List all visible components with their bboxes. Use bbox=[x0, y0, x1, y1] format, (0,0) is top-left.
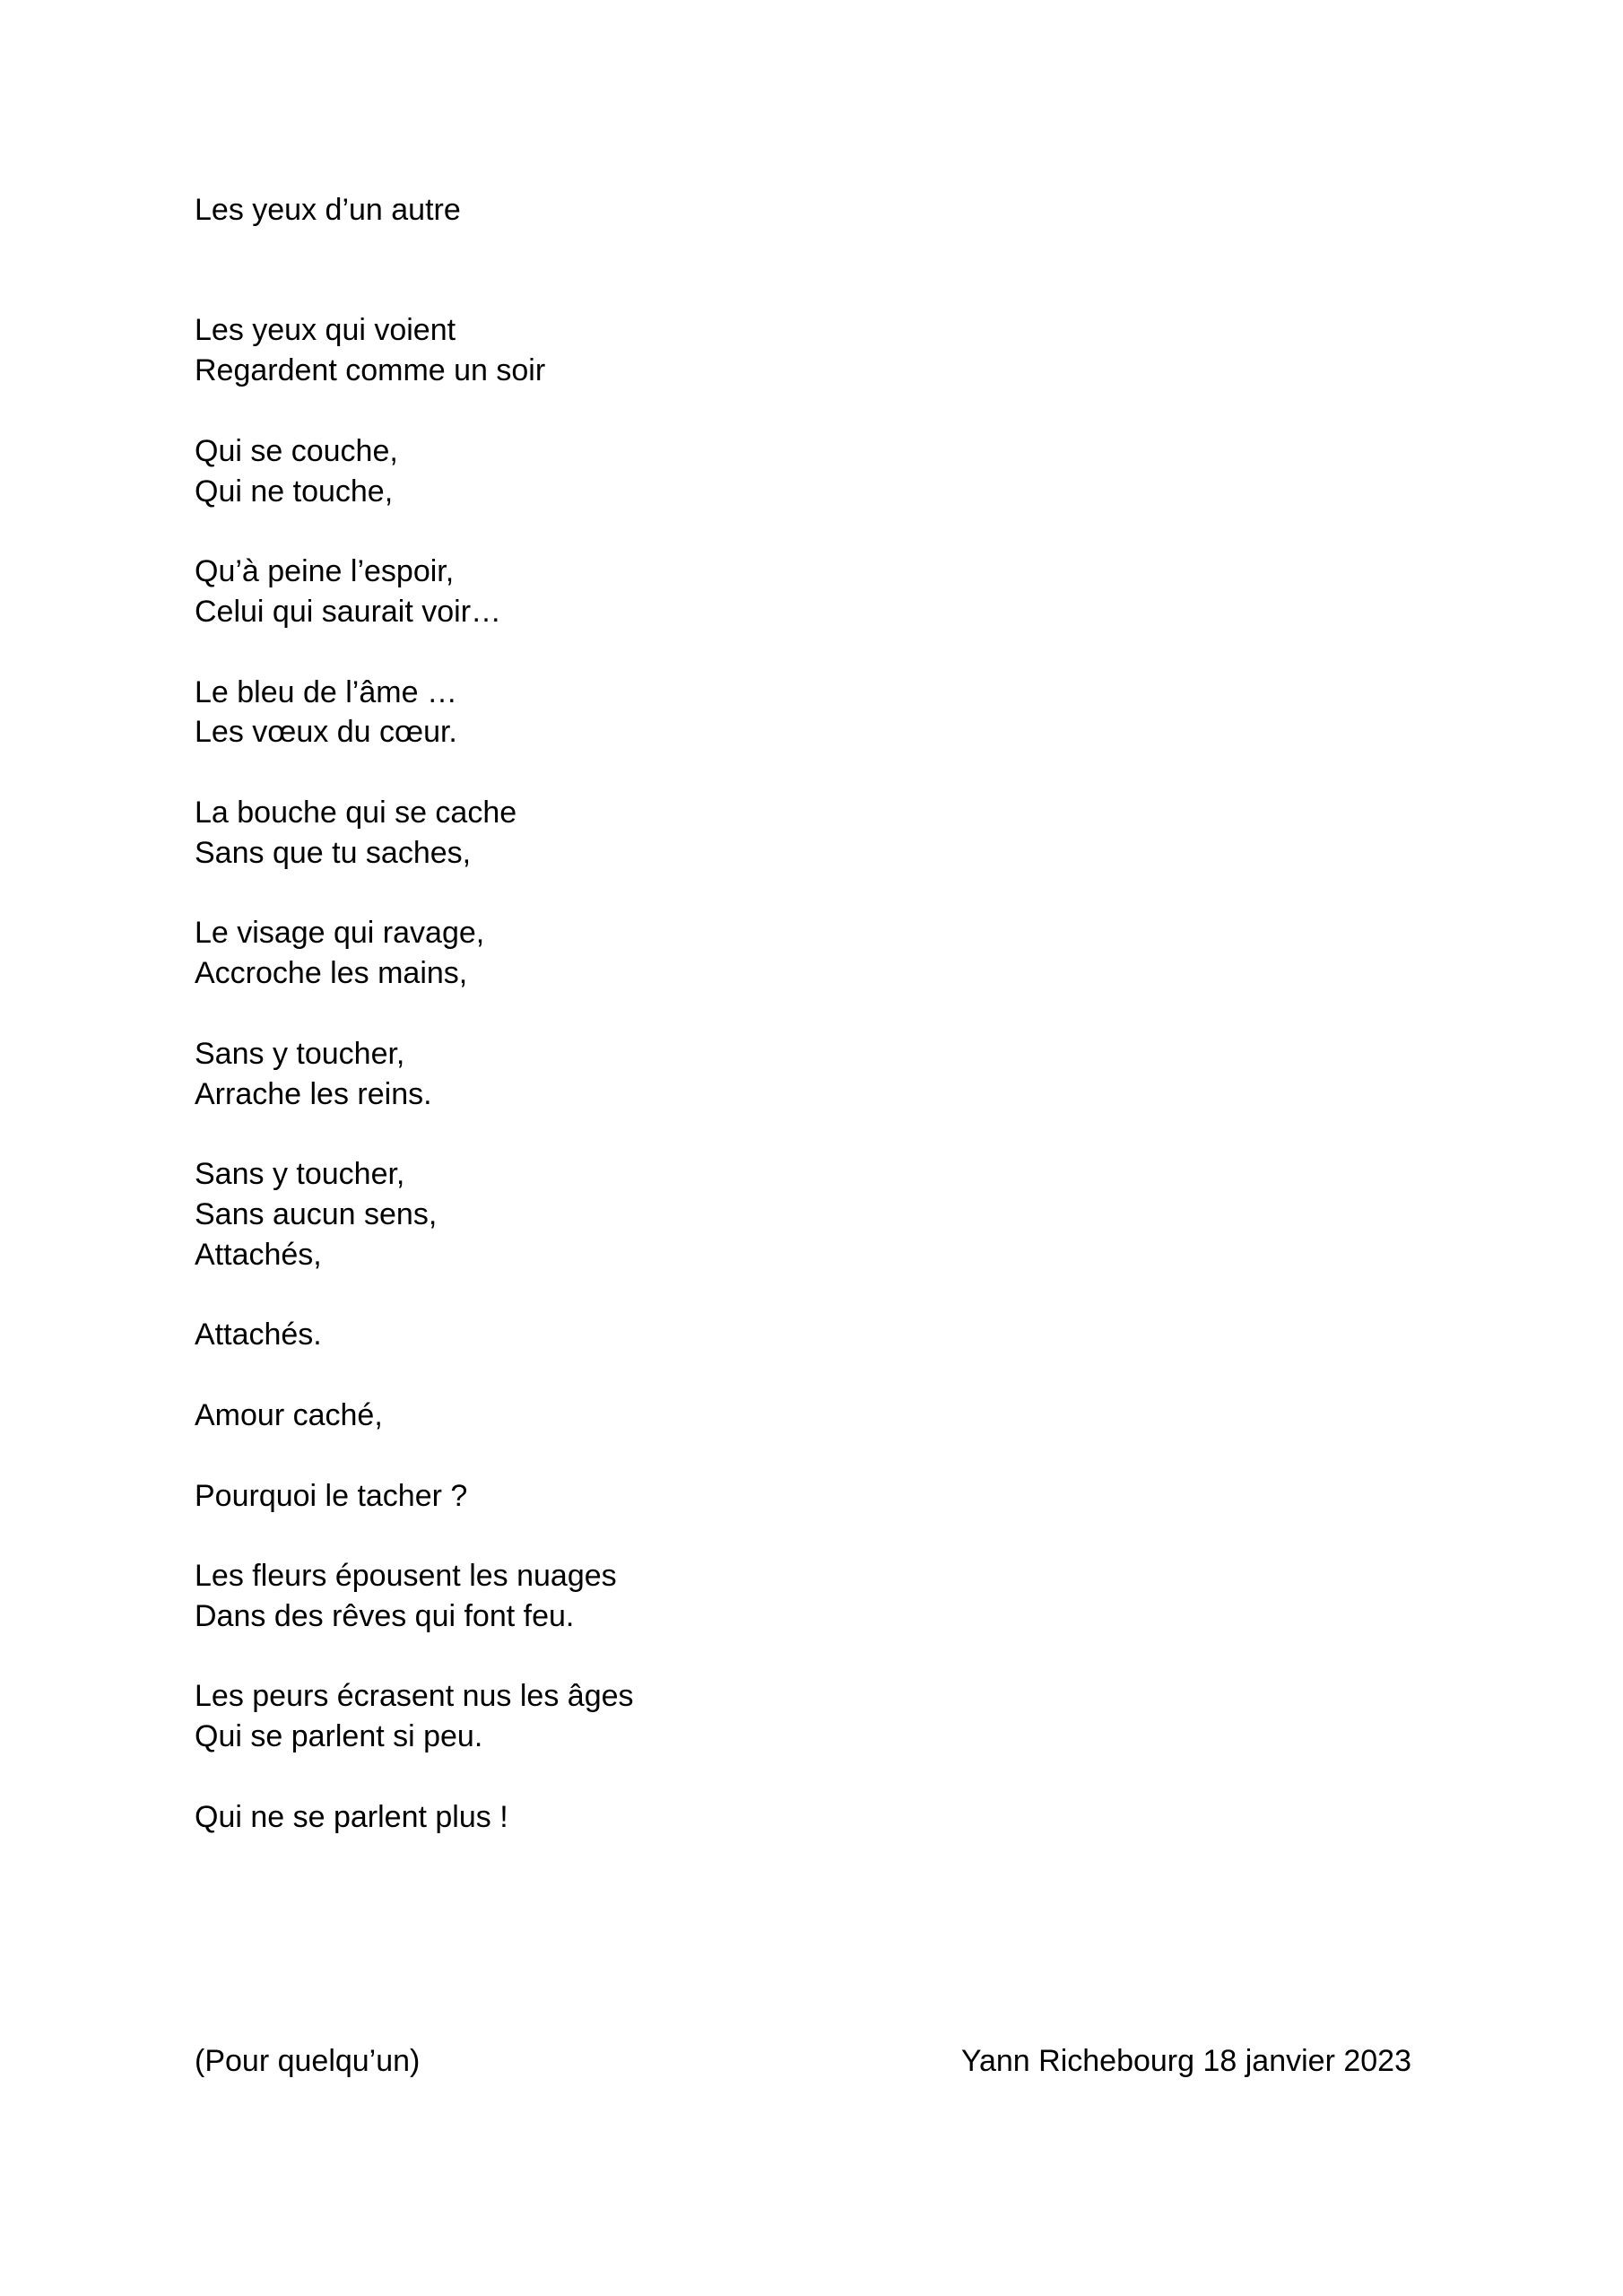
stanza bbox=[195, 310, 1450, 391]
stanza bbox=[195, 793, 1450, 874]
poem-title: Les yeux d’un autre bbox=[195, 193, 461, 227]
stanza bbox=[195, 1556, 1450, 1637]
stanza bbox=[195, 431, 1450, 512]
verse-line: Sans y toucher, bbox=[195, 1157, 405, 1192]
dedication: (Pour quelqu’un) bbox=[195, 2044, 421, 2078]
verse-line: Qui ne touche, bbox=[195, 474, 394, 509]
verse-line: Arrache les reins. bbox=[195, 1076, 432, 1111]
verse-line: Le visage qui ravage, bbox=[195, 916, 485, 951]
verse-line: Accroche les mains, bbox=[195, 956, 468, 991]
verse-line: Les vœux du cœur. bbox=[195, 715, 457, 750]
stanza bbox=[195, 1034, 1450, 1115]
verse-line: Qui se couche, bbox=[195, 433, 398, 468]
stanza bbox=[195, 1315, 1450, 1355]
verse-line: Attachés, bbox=[195, 1237, 322, 1272]
verse-line: Pourquoi le tacher ? bbox=[195, 1478, 468, 1513]
verse-line: Les yeux qui voient bbox=[195, 313, 456, 348]
verse-line: Regardent comme un soir bbox=[195, 353, 546, 388]
verse-line: Dans des rêves qui font feu. bbox=[195, 1598, 575, 1633]
verse-line: Sans aucun sens, bbox=[195, 1196, 438, 1231]
verse-line: Sans que tu saches, bbox=[195, 835, 472, 870]
verse-line: Qui se parlent si peu. bbox=[195, 1719, 483, 1754]
stanza bbox=[195, 1797, 1450, 1838]
stanza bbox=[195, 552, 1450, 632]
stanza bbox=[195, 1476, 1450, 1517]
stanza bbox=[195, 1154, 1450, 1274]
verse-line: Sans y toucher, bbox=[195, 1036, 405, 1071]
verse-line: Les fleurs épousent les nuages bbox=[195, 1559, 617, 1594]
verse-line: Celui qui saurait voir… bbox=[195, 594, 502, 629]
stanza bbox=[195, 673, 1450, 753]
poem bbox=[195, 190, 1450, 1877]
verse-line: Amour caché, bbox=[195, 1397, 383, 1432]
stanza bbox=[195, 1396, 1450, 1436]
verse-line: Le bleu de l’âme … bbox=[195, 674, 457, 709]
verse-line: Attachés. bbox=[195, 1318, 322, 1352]
verse-line: Les peurs écrasent nus les âges bbox=[195, 1679, 634, 1714]
verse-line: Qui ne se parlent plus ! bbox=[195, 1799, 508, 1834]
signature-date: Yann Richebourg 18 janvier 2023 bbox=[960, 2044, 1411, 2078]
stanza bbox=[195, 1676, 1450, 1757]
stanza bbox=[195, 913, 1450, 994]
verse-line: Qu’à peine l’espoir, bbox=[195, 554, 455, 589]
verse-line: La bouche qui se cache bbox=[195, 795, 517, 830]
